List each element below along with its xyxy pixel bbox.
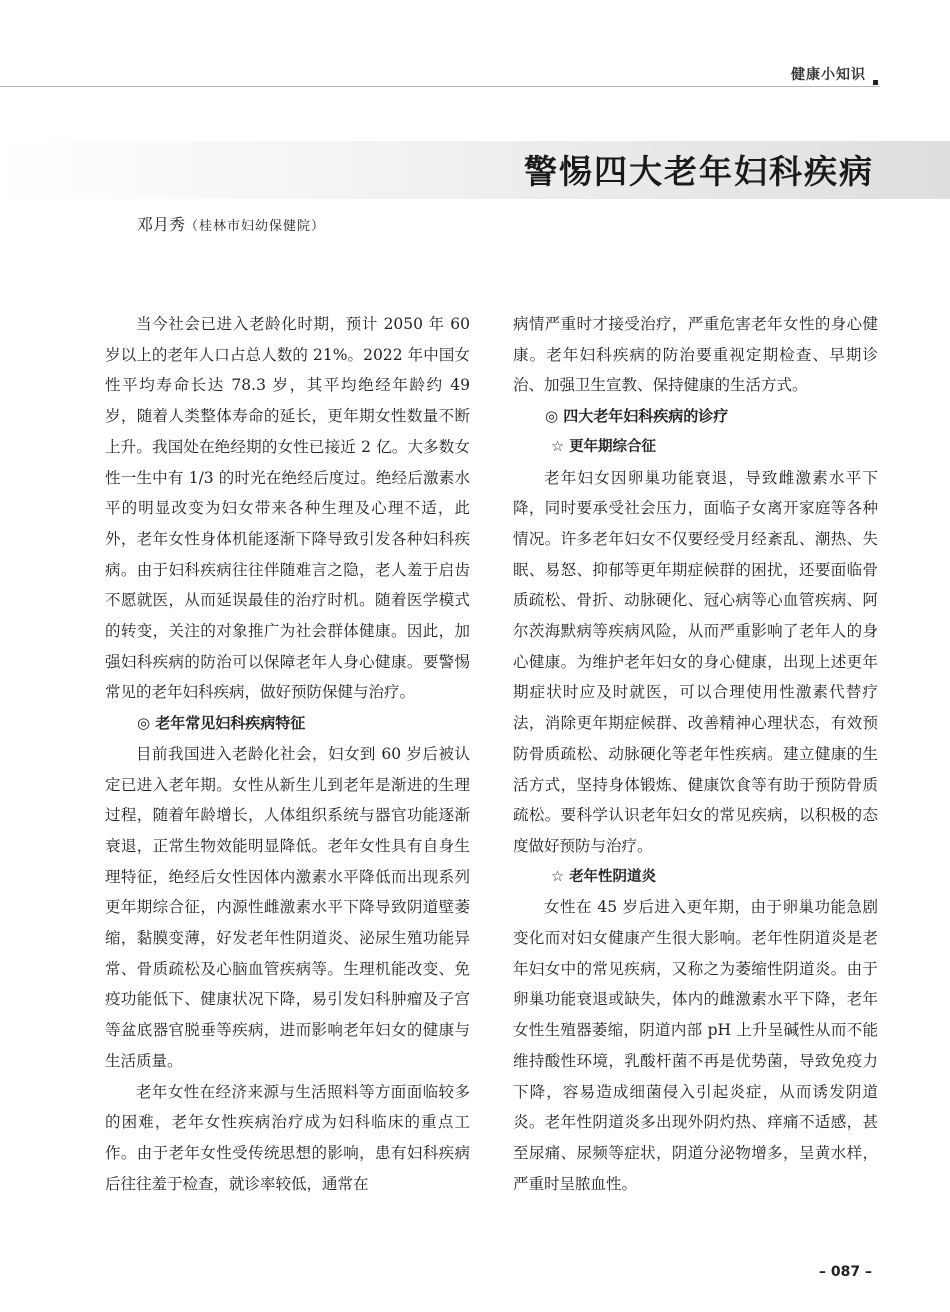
- header-rule: [0, 86, 880, 87]
- section-marker-square: [873, 80, 878, 85]
- treatment-paragraph-start: 老年女性在经济来源与生活照料等方面面临较多的困难，老年女性疾病治疗成为妇科临床的重点工作。由于老年女性受传统思想的影响，患有妇科疾病后往往羞于检查，就诊率较低，通常在: [105, 1082, 470, 1193]
- article-title: 警惕四大老年妇科疾病: [524, 152, 874, 191]
- intro-paragraph: 当今社会已进入老龄化时期，预计 2050 年 60 岁以上的老年人口占总人数的 21%。2022 年中国女性平均寿命长达 78.3 岁，其平均绝经年龄约 49 岁，随着人类整体寿命的延长，更年期女性数量不断上升。我国处在绝经期的女性已接近 2 亿。大多数女性一生中有 1/3 的时光在绝经后度过。绝经后激素水平的明显改变为妇女带来各种生理及心理不适，此外，老年女性身体机能逐渐下降导致引发各种妇科疾病。由于妇科疾病往往伴随难言之隐，老人羞于启齿不愿就医，从而延误最佳的治疗时机。随着医学模式的转变，关注的对象推广为社会群体健康。因此，加强妇科疾病的防治可以保障老年人身心健康。要警惕常见的老年妇科疾病，做好预防保健与治疗。: [105, 315, 470, 702]
- heading-menopause: [513, 432, 878, 463]
- left-column: [105, 309, 470, 1199]
- author-affiliation: （桂林市妇幼保健院）: [185, 219, 326, 234]
- vaginitis-paragraph: 女性在 45 岁后进入更年期，由于卵巢功能急剧变化而对妇女健康产生很大影响。老年性阴道炎是老年妇女中的常见疾病，又称之为萎缩性阴道炎。由于卵巢功能衰退或缺失，体内的雌激素水平下降，老年女性生殖器萎缩，阴道内部 pH 上升呈碱性从而不能维持酸性环境，乳酸杆菌不再是优势菌，导致免疫力下降，容易造成细菌侵入引起炎症，从而诱发阴道炎。老年性阴道炎多出现外阴灼热、痒痛不适感，甚至尿痛、尿频等症状，阴道分泌物增多，呈黄水样，严重时呈脓血性。: [513, 898, 878, 1193]
- star-icon: ☆: [551, 868, 564, 885]
- heading-vaginitis-text: 老年性阴道炎: [569, 868, 657, 885]
- byline: [137, 212, 325, 235]
- heading-diagnosis: ◎ 四大老年妇科疾病的诊疗: [545, 407, 729, 426]
- heading-menopause-text: 更年期综合征: [569, 438, 657, 455]
- right-column: [513, 309, 878, 1199]
- features-paragraph: 目前我国进入老龄化社会，妇女到 60 岁后被认定已进入老年期。女性从新生儿到老年是渐进的生理过程，随着年龄增长，人体组织系统与器官功能逐渐衰退，正常生物效能明显降低。老年女性具有自身生理特征，绝经后女性因体内激素水平降低而出现系列更年期综合征，内源性雌激素水平下降导致阴道壁萎缩，黏膜变薄，好发老年性阴道炎、泌尿生殖功能异常、骨质疏松及心脑血管疾病等。生理机能改变、免疫功能低下、健康状况下降，易引发妇科肿瘤及子宫等盆底器官脱垂等疾病，进而影响老年妇女的健康与生活质量。: [105, 744, 470, 1070]
- treatment-paragraph-continued: 病情严重时才接受治疗，严重危害老年女性的身心健康。老年妇科疾病的防治要重视定期检查、早期诊治、加强卫生宣教、保持健康的生活方式。: [513, 315, 878, 395]
- section-label: 健康小知识: [791, 67, 866, 83]
- page-number: – 087 –: [819, 1264, 872, 1280]
- star-icon: ☆: [551, 438, 564, 455]
- heading-features: ◎ 老年常见妇科疾病特征: [137, 714, 306, 733]
- menopause-paragraph: 老年妇女因卵巢功能衰退，导致雌激素水平下降，同时要承受社会压力，面临子女离开家庭等各种情况。许多老年妇女不仅要经受月经紊乱、潮热、失眠、易怒、抑郁等更年期症候群的困扰，还要面临骨质疏松、骨折、动脉硬化、冠心病等心血管疾病、阿尔茨海默病等疾病风险，从而严重影响了老年人的身心健康。为维护老年妇女的身心健康，出现上述更年期症状时应及时就医，可以合理使用性激素代替疗法，消除更年期症候群、改善精神心理状态，有效预防骨质疏松、动脉硬化等老年性疾病。建立健康的生活方式，坚持身体锻炼、健康饮食等有助于预防骨质疏松。要科学认识老年妇女的常见疾病，以积极的态度做好预防与治疗。: [513, 468, 878, 855]
- author-name: 邓月秀: [137, 215, 186, 234]
- heading-vaginitis: [513, 862, 878, 893]
